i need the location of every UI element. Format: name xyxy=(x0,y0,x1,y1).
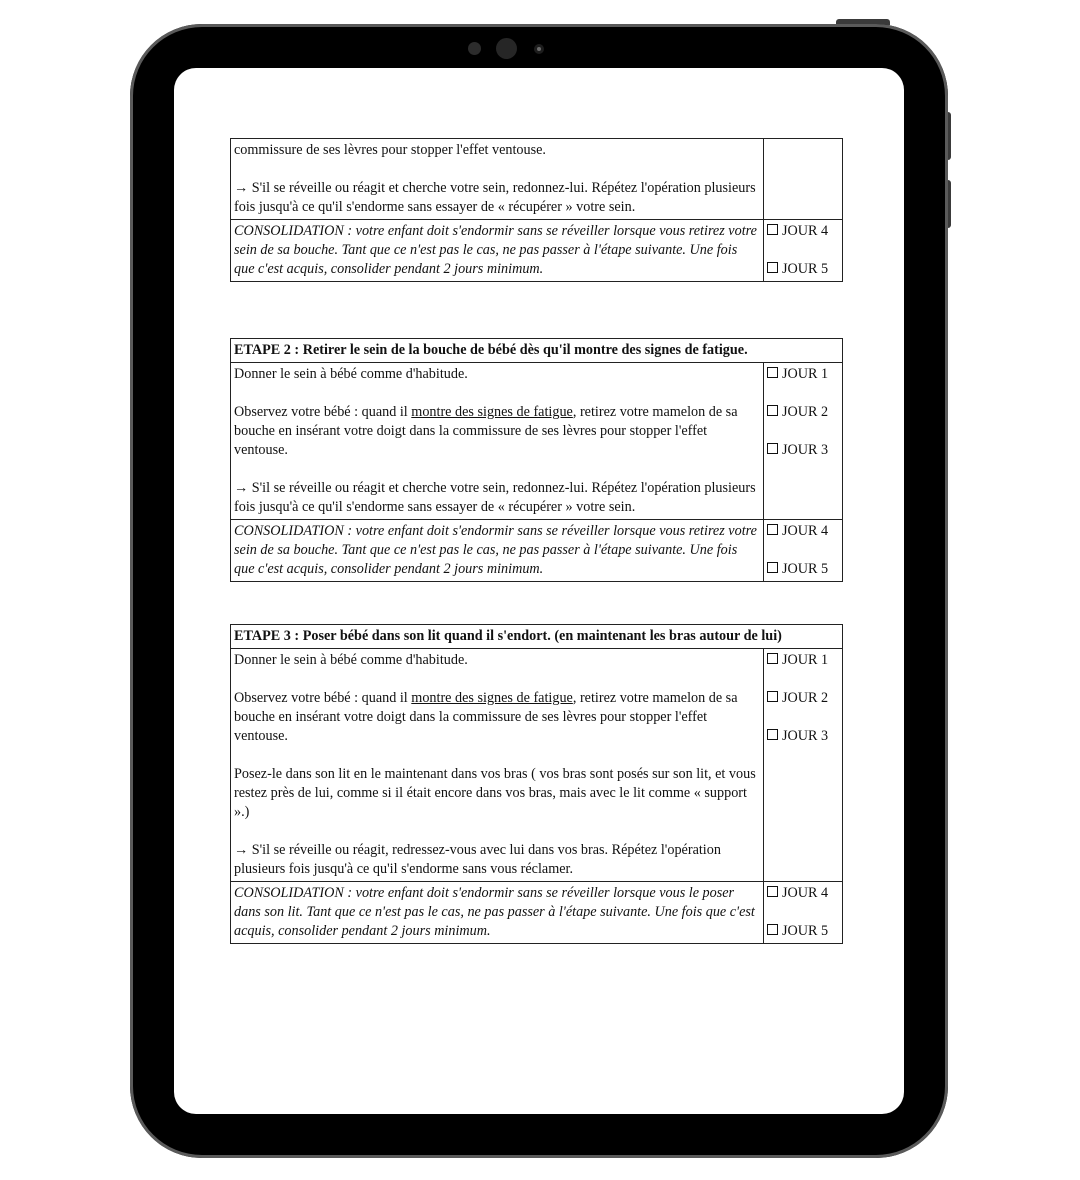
table-row xyxy=(231,649,843,882)
checkbox-icon[interactable] xyxy=(767,653,778,664)
day-checkbox[interactable]: JOUR 4 xyxy=(767,522,839,541)
table-row xyxy=(231,882,843,944)
checkbox-icon[interactable] xyxy=(767,367,778,378)
table-row xyxy=(231,363,843,520)
checkbox-icon[interactable] xyxy=(767,443,778,454)
checkbox-cell xyxy=(764,649,843,882)
tablet-screen[interactable] xyxy=(174,68,904,1114)
instructions-cell xyxy=(231,649,764,882)
document-page xyxy=(230,138,843,986)
paragraph: → S'il se réveille ou réagit et cherche votre sein, redonnez-lui. Répétez l'opération plusieurs fois jusqu'à ce qu'il s'endorme sans essayer de « récupérer » votre sein. xyxy=(234,480,756,515)
step-3-table xyxy=(230,624,843,944)
paragraph: commissure de ses lèvres pour stopper l'effet ventouse. xyxy=(234,142,546,158)
step-1-table xyxy=(230,138,843,282)
checkbox-icon[interactable] xyxy=(767,405,778,416)
day-checkbox[interactable]: JOUR 3 xyxy=(767,441,839,460)
checkbox-cell xyxy=(764,139,843,220)
consolidation-cell: CONSOLIDATION : votre enfant doit s'endormir sans se réveiller lorsque vous retirez votre sein de sa bouche. Tant que ce n'est pas le cas, ne pas passer à l'étape suivante. Une fois que c'est acquis, consolider pendant 2 jours minimum. xyxy=(231,220,764,282)
checkbox-icon[interactable] xyxy=(767,729,778,740)
day-checkbox[interactable]: JOUR 4 xyxy=(767,222,839,241)
paragraph: Donner le sein à bébé comme d'habitude. xyxy=(234,366,468,382)
consolidation-cell: CONSOLIDATION : votre enfant doit s'endormir sans se réveiller lorsque vous retirez votre sein de sa bouche. Tant que ce n'est pas le cas, ne pas passer à l'étape suivante. Une fois que c'est acquis, consolider pendant 2 jours minimum. xyxy=(231,520,764,582)
day-checkbox[interactable]: JOUR 3 xyxy=(767,727,839,746)
checkbox-cell xyxy=(764,882,843,944)
checkbox-icon[interactable] xyxy=(767,924,778,935)
paragraph: Donner le sein à bébé comme d'habitude. xyxy=(234,652,468,668)
table-row xyxy=(231,520,843,582)
day-checkbox[interactable]: JOUR 2 xyxy=(767,403,839,422)
checkbox-icon[interactable] xyxy=(767,524,778,535)
checkbox-icon[interactable] xyxy=(767,691,778,702)
paragraph: → S'il se réveille ou réagit et cherche votre sein, redonnez-lui. Répétez l'opération plusieurs fois jusqu'à ce qu'il s'endorme sans essayer de « récupérer » votre sein. xyxy=(234,180,756,215)
day-checkbox[interactable]: JOUR 5 xyxy=(767,922,839,941)
paragraph: Observez votre bébé : quand il montre des signes de fatigue, retirez votre mamelon de sa bouche en insérant votre doigt dans la commissure de ses lèvres pour stopper l'effet ventouse. xyxy=(234,690,738,744)
day-checkbox[interactable]: JOUR 5 xyxy=(767,560,839,579)
consolidation-cell: CONSOLIDATION : votre enfant doit s'endormir sans se réveiller lorsque vous le poser dans son lit. Tant que ce n'est pas le cas, ne pas passer à l'étape suivante. Une fois que c'est acquis, consolider pendant 2 jours minimum. xyxy=(231,882,764,944)
checkbox-icon[interactable] xyxy=(767,262,778,273)
step-3-header: ETAPE 3 : Poser bébé dans son lit quand il s'endort. (en maintenant les bras autour de lui) xyxy=(231,625,843,649)
sensor-icon xyxy=(468,42,481,55)
checkbox-icon[interactable] xyxy=(767,886,778,897)
table-row xyxy=(231,625,843,649)
checkbox-icon[interactable] xyxy=(767,224,778,235)
paragraph: Observez votre bébé : quand il montre des signes de fatigue, retirez votre mamelon de sa bouche en insérant votre doigt dans la commissure de ses lèvres pour stopper l'effet ventouse. xyxy=(234,404,738,458)
day-checkbox[interactable]: JOUR 5 xyxy=(767,260,839,279)
checkbox-cell xyxy=(764,520,843,582)
camera-icon xyxy=(496,38,517,59)
fatigue-signs-link[interactable]: montre des signes de fatigue xyxy=(411,690,573,706)
paragraph: → S'il se réveille ou réagit, redressez-vous avec lui dans vos bras. Répétez l'opération plusieurs fois jusqu'à ce qu'il s'endorme sans vous réclamer. xyxy=(234,842,721,877)
day-checkbox[interactable]: JOUR 4 xyxy=(767,884,839,903)
instructions-cell xyxy=(231,139,764,220)
camera-lens-icon xyxy=(534,44,544,54)
checkbox-cell xyxy=(764,220,843,282)
instructions-cell xyxy=(231,363,764,520)
day-checkbox[interactable]: JOUR 2 xyxy=(767,689,839,708)
step-2-header: ETAPE 2 : Retirer le sein de la bouche de bébé dès qu'il montre des signes de fatigue. xyxy=(231,339,843,363)
step-2-table xyxy=(230,338,843,582)
day-checkbox[interactable]: JOUR 1 xyxy=(767,365,839,384)
fatigue-signs-link[interactable]: montre des signes de fatigue xyxy=(411,404,573,420)
paragraph: Posez-le dans son lit en le maintenant dans vos bras ( vos bras sont posés sur son lit, et vous restez près de lui, comme si il était encore dans vos bras, mais avec le lit comme « support ».) xyxy=(234,766,756,820)
table-row xyxy=(231,139,843,220)
checkbox-cell xyxy=(764,363,843,520)
day-checkbox[interactable]: JOUR 1 xyxy=(767,651,839,670)
checkbox-icon[interactable] xyxy=(767,562,778,573)
table-row xyxy=(231,339,843,363)
table-row xyxy=(231,220,843,282)
